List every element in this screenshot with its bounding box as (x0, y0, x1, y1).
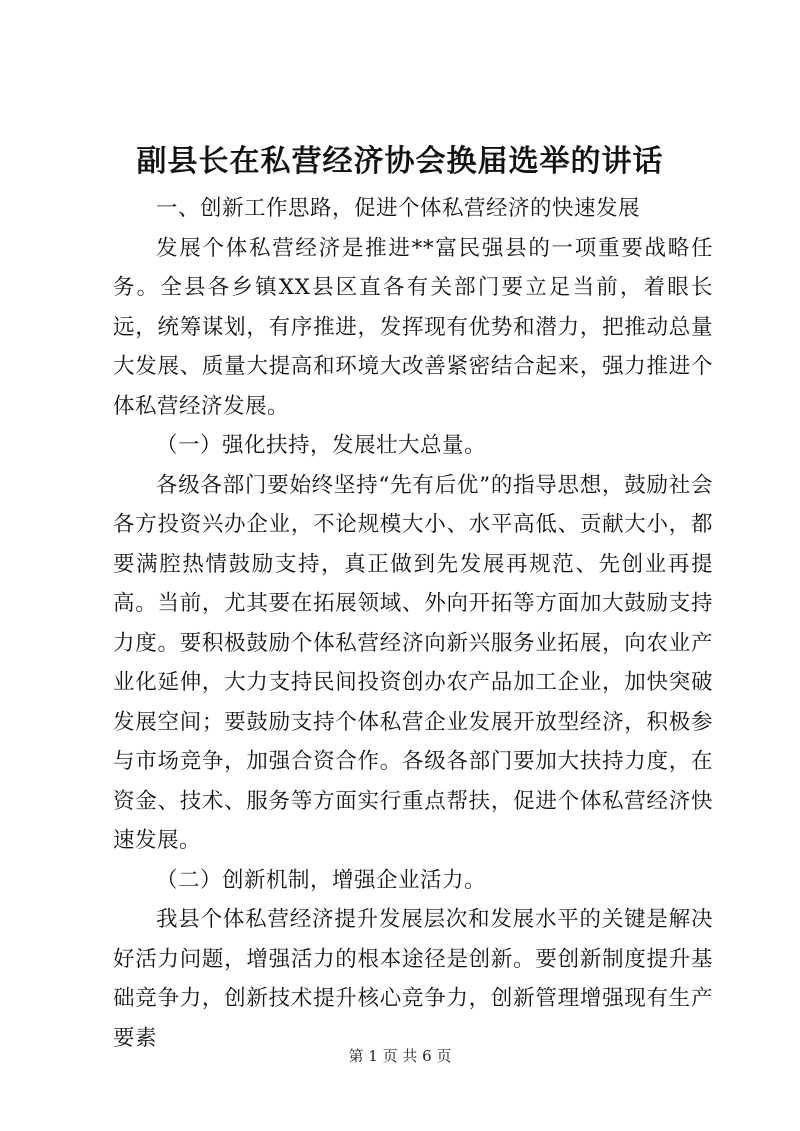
subsection-heading: （一）强化扶持，发展壮大总量。 (156, 433, 487, 458)
subsection-heading: （二）创新机制，增强企业活力。 (156, 867, 487, 893)
page-number-footer: 第 1 页 共 6 页 (348, 1047, 452, 1065)
body-paragraph: 发展个体私营经济是推进**富民强县的一项重要战略任务。全县各乡镇XX县区直各有关部门要立足当前，着眼长远，统筹谋划，有序推进，发挥现有优势和潜力，把推动总量大发展、质量大提高和环境大改善紧密结合起来，强力推进个体私营经济发展。 (113, 235, 713, 419)
body-paragraph: 我县个体私营经济提升发展层次和发展水平的关键是解决好活力问题，增强活力的根本途径是创新。要创新制度提升基础竞争力，创新技术提升核心竞争力，创新管理增强现有生产要素 (113, 907, 713, 1051)
section-heading: 一、创新工作思路，促进个体私营经济的快速发展 (156, 196, 641, 221)
body-paragraph: 各级各部门要始终坚持“先有后优”的指导思想，鼓励社会各方投资兴办企业，不论规模大小、水平高低、贡献大小，都要满腔热情鼓励支持，真正做到先发展再规范、先创业再提高。当前，尤其要在拓展领域、外向开拓等方面加大鼓励支持力度。要积极鼓励个体私营经济向新兴服务业拓展，向农业产业化延伸，大力支持民间投资创办农产品加工企业，加快突破发展空间；要鼓励支持个体私营企业发展开放型经济，积极参与市场竞争，加强合资合作。各级各部门要加大扶持力度，在资金、技术、服务等方面实行重点帮扶，促进个体私营经济快速发展。 (113, 472, 713, 853)
document-title: 副县长在私营经济协会换届选举的讲话 (136, 144, 664, 179)
document-body (113, 189, 713, 1058)
